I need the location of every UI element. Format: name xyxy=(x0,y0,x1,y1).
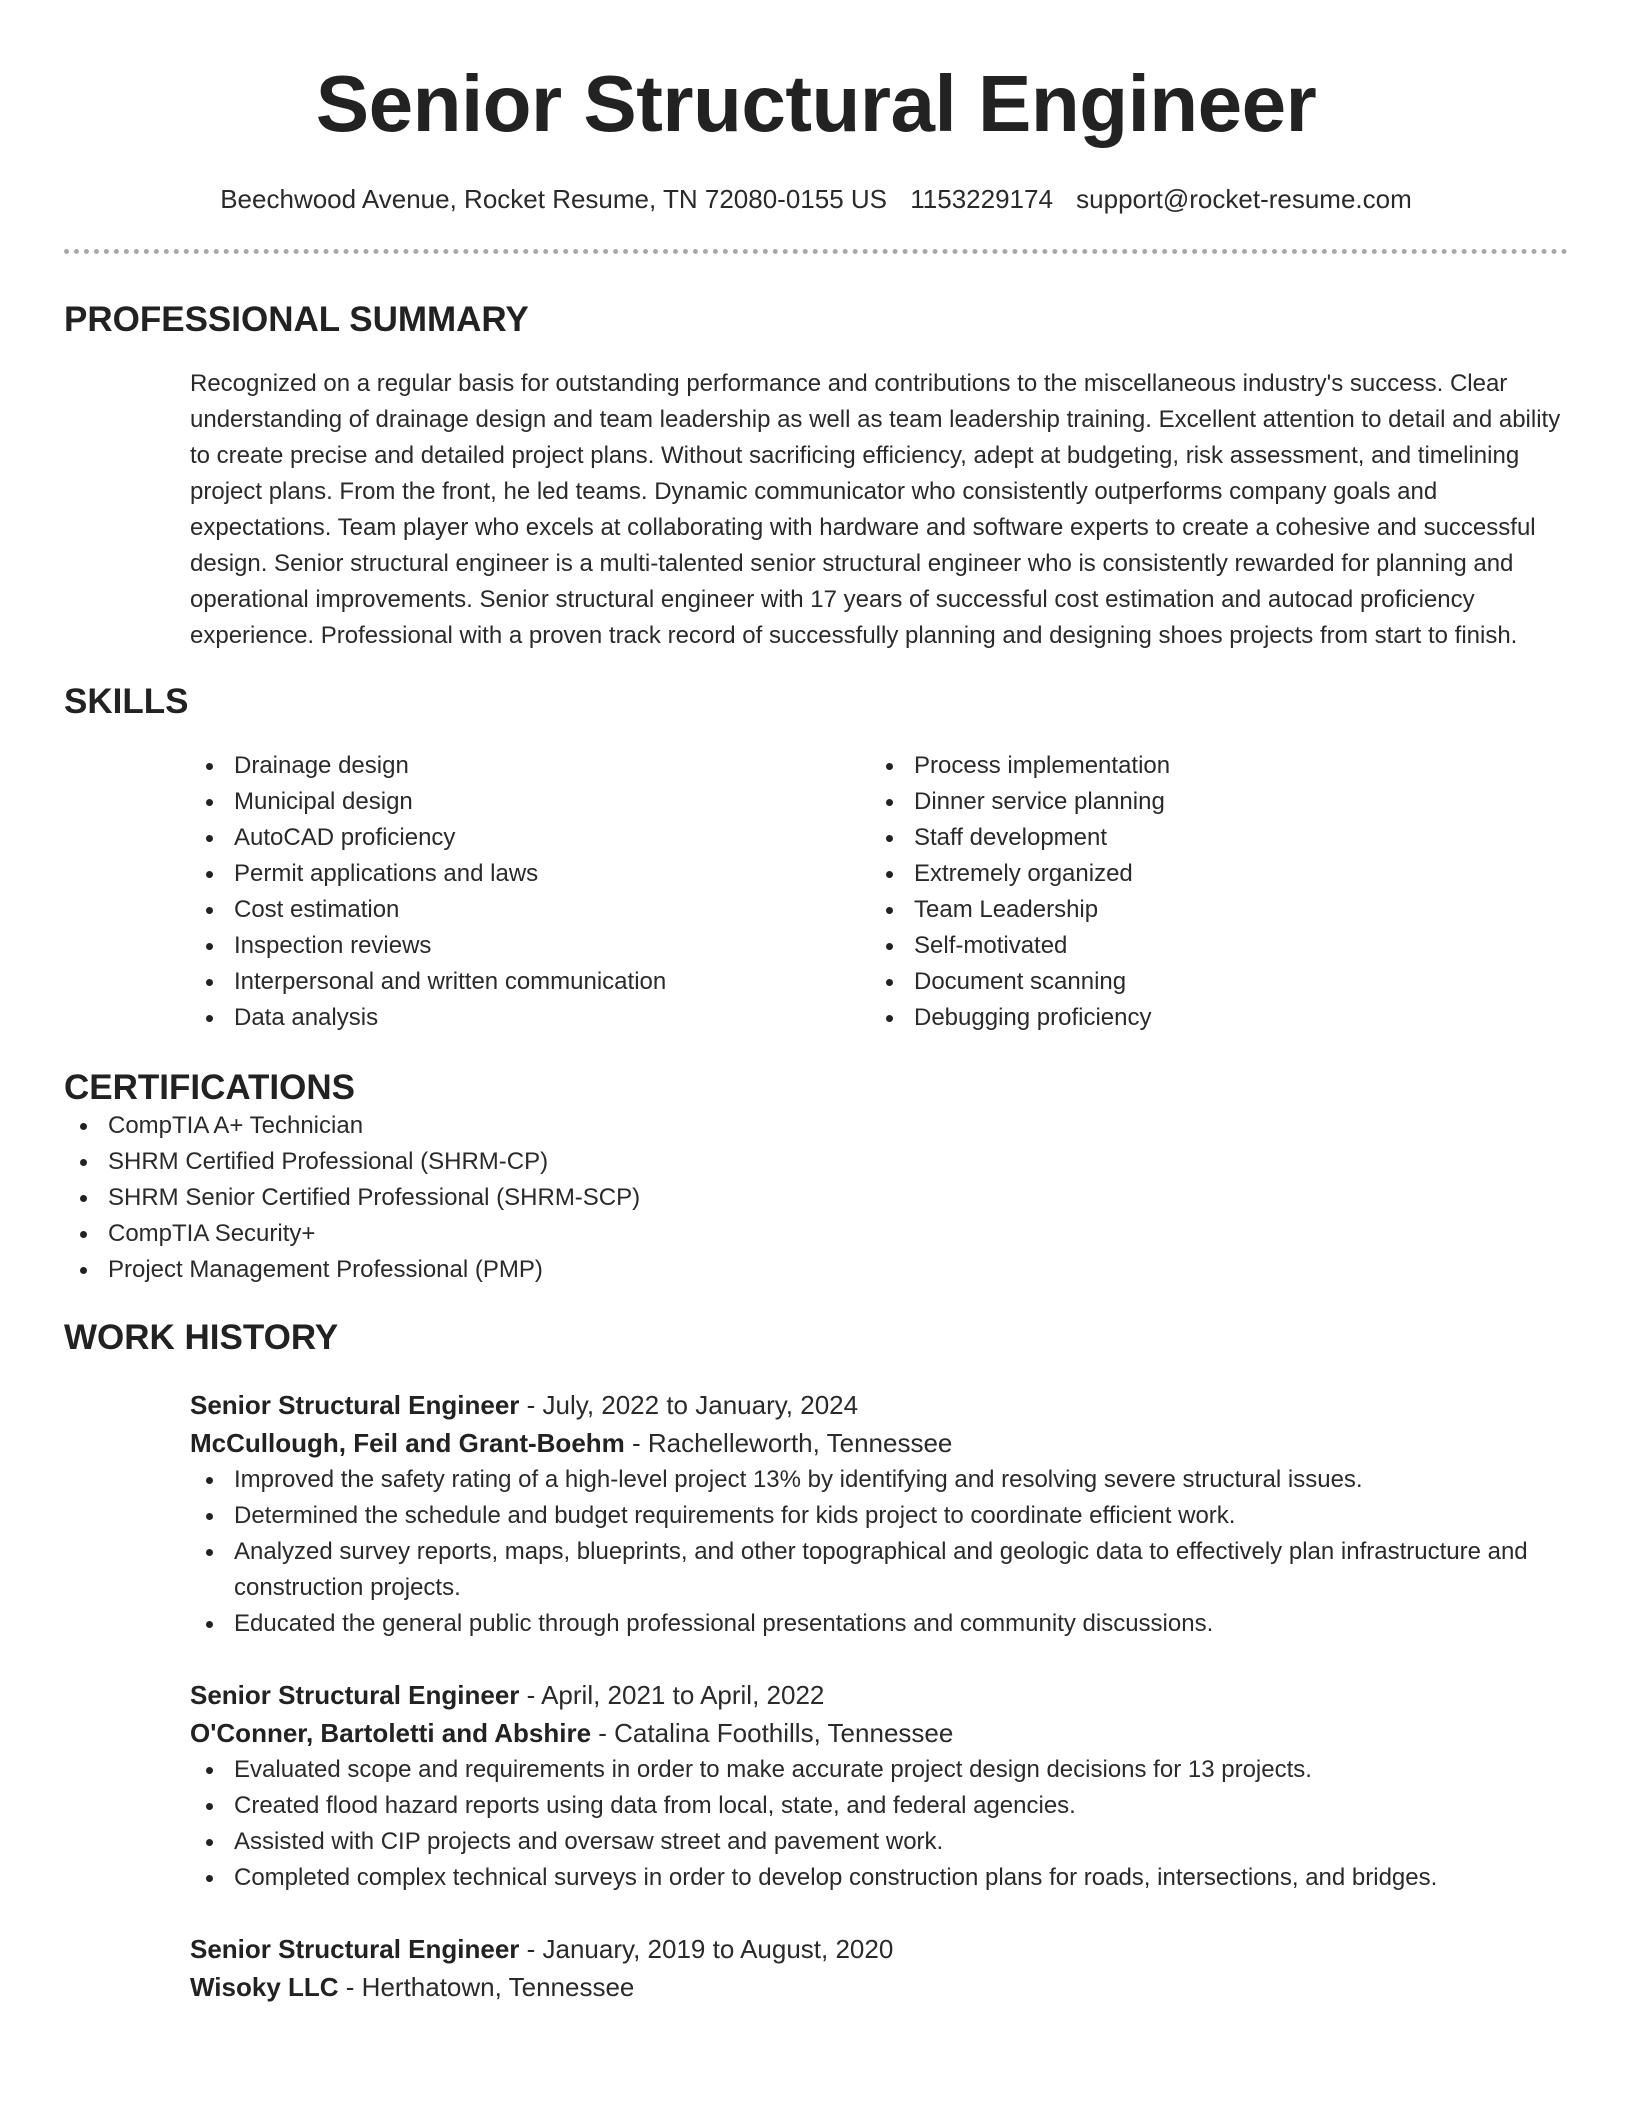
header-divider xyxy=(64,249,1568,254)
job-location: - Rachelleworth, Tennessee xyxy=(624,1428,953,1458)
skill-item: Dinner service planning xyxy=(870,784,1550,820)
job-role: Senior Structural Engineer xyxy=(190,1934,520,1964)
job-company-line xyxy=(190,1714,1568,1752)
work-history-heading: WORK HISTORY xyxy=(64,1318,339,1357)
skill-item: Data analysis xyxy=(190,1000,870,1036)
skill-item: Inspection reviews xyxy=(190,928,870,964)
job-location: - Herthatown, Tennessee xyxy=(338,1972,635,2002)
job-dates: - January, 2019 to August, 2020 xyxy=(519,1934,894,1964)
job-bullet: Evaluated scope and requirements in order to make accurate project design decisions for 13 projects. xyxy=(190,1752,1568,1788)
skills-list xyxy=(190,748,1568,1036)
certification-item: CompTIA A+ Technician xyxy=(64,1108,1568,1144)
job-bullets xyxy=(64,1752,1568,1896)
skills-column-left xyxy=(190,748,870,1036)
job-bullet: Educated the general public through professional presentations and community discussions. xyxy=(190,1606,1568,1642)
skill-item: Municipal design xyxy=(190,784,870,820)
skill-item: Team Leadership xyxy=(870,892,1550,928)
skill-item: Extremely organized xyxy=(870,856,1550,892)
skill-item: Self-motivated xyxy=(870,928,1550,964)
certification-item: SHRM Certified Professional (SHRM-CP) xyxy=(64,1144,1568,1180)
job-dates: - April, 2021 to April, 2022 xyxy=(519,1680,825,1710)
skill-item: Drainage design xyxy=(190,748,870,784)
job-company: McCullough, Feil and Grant-Boehm xyxy=(190,1428,625,1458)
skill-item: Cost estimation xyxy=(190,892,870,928)
job-company-line xyxy=(190,1424,1568,1462)
job-bullet: Analyzed survey reports, maps, blueprints, and other topographical and geologic data to effectively plan infrastructure and construction projects. xyxy=(190,1534,1568,1606)
job-bullets xyxy=(64,1462,1568,1642)
skill-item: Process implementation xyxy=(870,748,1550,784)
skill-item: Debugging proficiency xyxy=(870,1000,1550,1036)
job-role: Senior Structural Engineer xyxy=(190,1680,520,1710)
skill-item: Document scanning xyxy=(870,964,1550,1000)
job-company: Wisoky LLC xyxy=(190,1972,339,2002)
job-bullet: Completed complex technical surveys in order to develop construction plans for roads, intersections, and bridges. xyxy=(190,1860,1568,1896)
job-bullet: Created flood hazard reports using data from local, state, and federal agencies. xyxy=(190,1788,1568,1824)
job-company-line xyxy=(190,1968,1568,2006)
skills-heading: SKILLS xyxy=(64,682,189,721)
contact-email: support@rocket-resume.com xyxy=(1076,184,1412,214)
job-dates: - July, 2022 to January, 2024 xyxy=(519,1390,859,1420)
contact-address: Beechwood Avenue, Rocket Resume, TN 72080-0155 US xyxy=(220,184,888,214)
job-title-line xyxy=(190,1386,1568,1424)
job-company: O'Conner, Bartoletti and Abshire xyxy=(190,1718,592,1748)
job-entry xyxy=(190,1930,1568,2006)
certifications-list xyxy=(64,1108,1568,1288)
certification-item: CompTIA Security+ xyxy=(64,1216,1568,1252)
certification-item: SHRM Senior Certified Professional (SHRM-SCP) xyxy=(64,1180,1568,1216)
skill-item: Permit applications and laws xyxy=(190,856,870,892)
job-bullet: Assisted with CIP projects and oversaw street and pavement work. xyxy=(190,1824,1568,1860)
certification-item: Project Management Professional (PMP) xyxy=(64,1252,1568,1288)
summary-text: Recognized on a regular basis for outstanding performance and contributions to the miscellaneous industry's success. Clear understanding of drainage design and team leadership as well as team leadership training. Excellent attention to detail and ability to create precise and detailed project plans. Without sacrificing efficiency, adept at budgeting, risk assessment, and timelining project plans. From the front, he led teams. Dynamic communicator who consistently outperforms company goals and expectations. Team player who excels at collaborating with hardware and software experts to create a cohesive and successful design. Senior structural engineer is a multi-talented senior structural engineer who is consistently rewarded for planning and operational improvements. Senior structural engineer with 17 years of successful cost estimation and autocad proficiency experience. Professional with a proven track record of successfully planning and designing shoes projects from start to finish. xyxy=(190,370,1561,649)
contact-phone: 1153229174 xyxy=(910,184,1053,214)
job-role: Senior Structural Engineer xyxy=(190,1390,520,1420)
certifications-heading: CERTIFICATIONS xyxy=(64,1068,356,1107)
job-title-line xyxy=(190,1930,1568,1968)
skills-column-right xyxy=(870,748,1550,1036)
contact-line xyxy=(64,184,1568,215)
summary-heading: PROFESSIONAL SUMMARY xyxy=(64,300,529,339)
job-entry xyxy=(190,1676,1568,1896)
resume-title: Senior Structural Engineer xyxy=(315,59,1317,148)
skill-item: Interpersonal and written communication xyxy=(190,964,870,1000)
job-title-line xyxy=(190,1676,1568,1714)
skill-item: AutoCAD proficiency xyxy=(190,820,870,856)
job-bullet: Determined the schedule and budget requirements for kids project to coordinate efficient work. xyxy=(190,1498,1568,1534)
skill-item: Staff development xyxy=(870,820,1550,856)
job-entry xyxy=(190,1386,1568,1642)
job-location: - Catalina Foothills, Tennessee xyxy=(591,1718,954,1748)
job-bullet: Improved the safety rating of a high-level project 13% by identifying and resolving severe structural issues. xyxy=(190,1462,1568,1498)
